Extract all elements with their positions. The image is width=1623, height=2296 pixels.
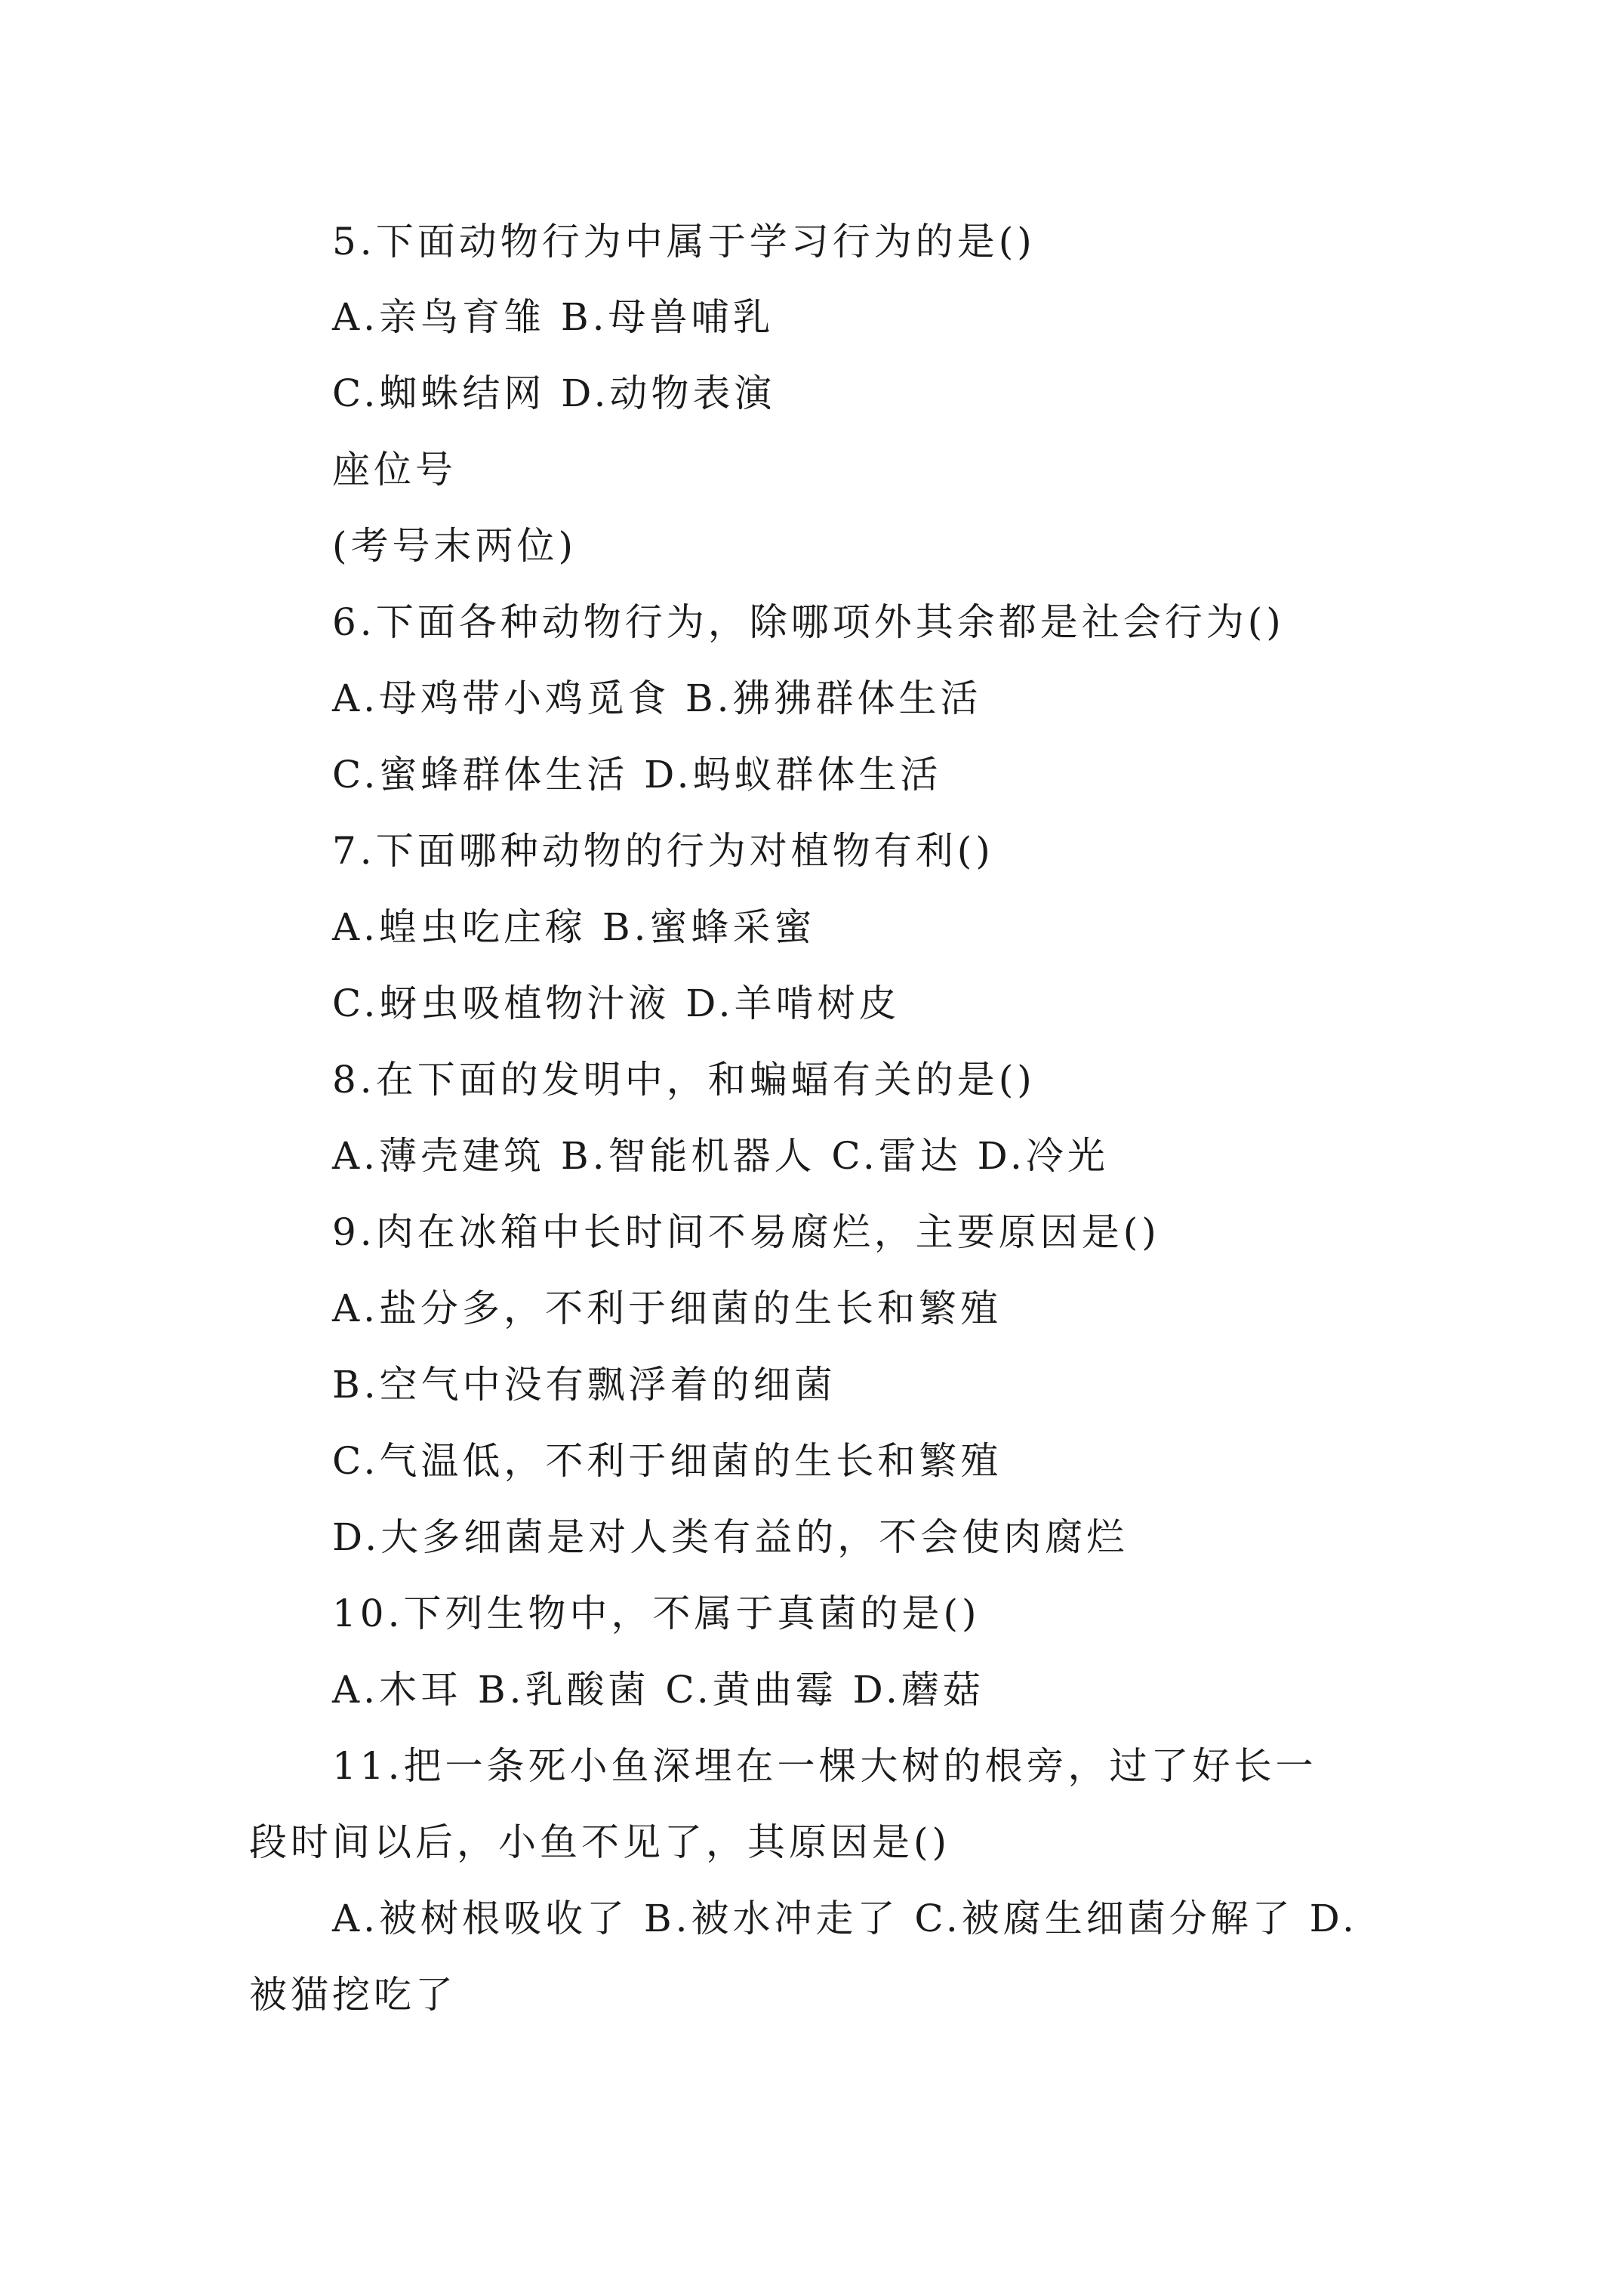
question-7: 7.下面哪种动物的行为对植物有利(): [332, 829, 994, 873]
question-8-options: A.薄壳建筑 B.智能机器人 C.雷达 D.冷光: [332, 1134, 1109, 1178]
question-11-options-line-1: A.被树根吸收了 B.被水冲走了 C.被腐生细菌分解了 D.: [332, 1897, 1358, 1940]
question-9: 9.肉在冰箱中长时间不易腐烂，主要原因是(): [332, 1210, 1160, 1254]
question-11-line-2: 段时间以后，小鱼不见了，其原因是(): [249, 1820, 951, 1864]
question-7-options-cd: C.蚜虫吸植物汁液 D.羊啃树皮: [332, 982, 901, 1025]
question-9-option-d: D.大多细菌是对人类有益的，不会使肉腐烂: [332, 1515, 1129, 1559]
question-7-options-ab: A.蝗虫吃庄稼 B.蜜蜂采蜜: [332, 905, 816, 949]
question-9-option-a: A.盐分多，不利于细菌的生长和繁殖: [332, 1287, 1002, 1330]
question-6-options-cd: C.蜜蜂群体生活 D.蚂蚁群体生活: [332, 753, 942, 797]
question-10-options: A.木耳 B.乳酸菌 C.黄曲霉 D.蘑菇: [332, 1668, 984, 1712]
question-6-options-ab: A.母鸡带小鸡觅食 B.狒狒群体生活: [332, 676, 982, 720]
question-9-option-b: B.空气中没有飘浮着的细菌: [332, 1363, 836, 1407]
question-5-options-cd: C.蜘蛛结网 D.动物表演: [332, 371, 776, 415]
seat-number-label: 座位号: [332, 448, 457, 492]
question-5: 5.下面动物行为中属于学习行为的是(): [332, 220, 1036, 264]
question-8: 8.在下面的发明中，和蝙蝠有关的是(): [332, 1058, 1036, 1102]
question-11-options-line-2: 被猫挖吃了: [249, 1973, 457, 2017]
question-9-option-c: C.气温低，不利于细菌的生长和繁殖: [332, 1439, 1002, 1483]
exam-number-note: (考号末两位): [332, 524, 577, 568]
question-5-options-ab: A.亲鸟育雏 B.母兽哺乳: [332, 295, 775, 339]
question-10: 10.下列生物中，不属于真菌的是(): [332, 1592, 981, 1635]
question-11-line-1: 11.把一条死小鱼深埋在一棵大树的根旁，过了好长一: [332, 1744, 1317, 1788]
question-6: 6.下面各种动物行为，除哪项外其余都是社会行为(): [332, 600, 1285, 644]
